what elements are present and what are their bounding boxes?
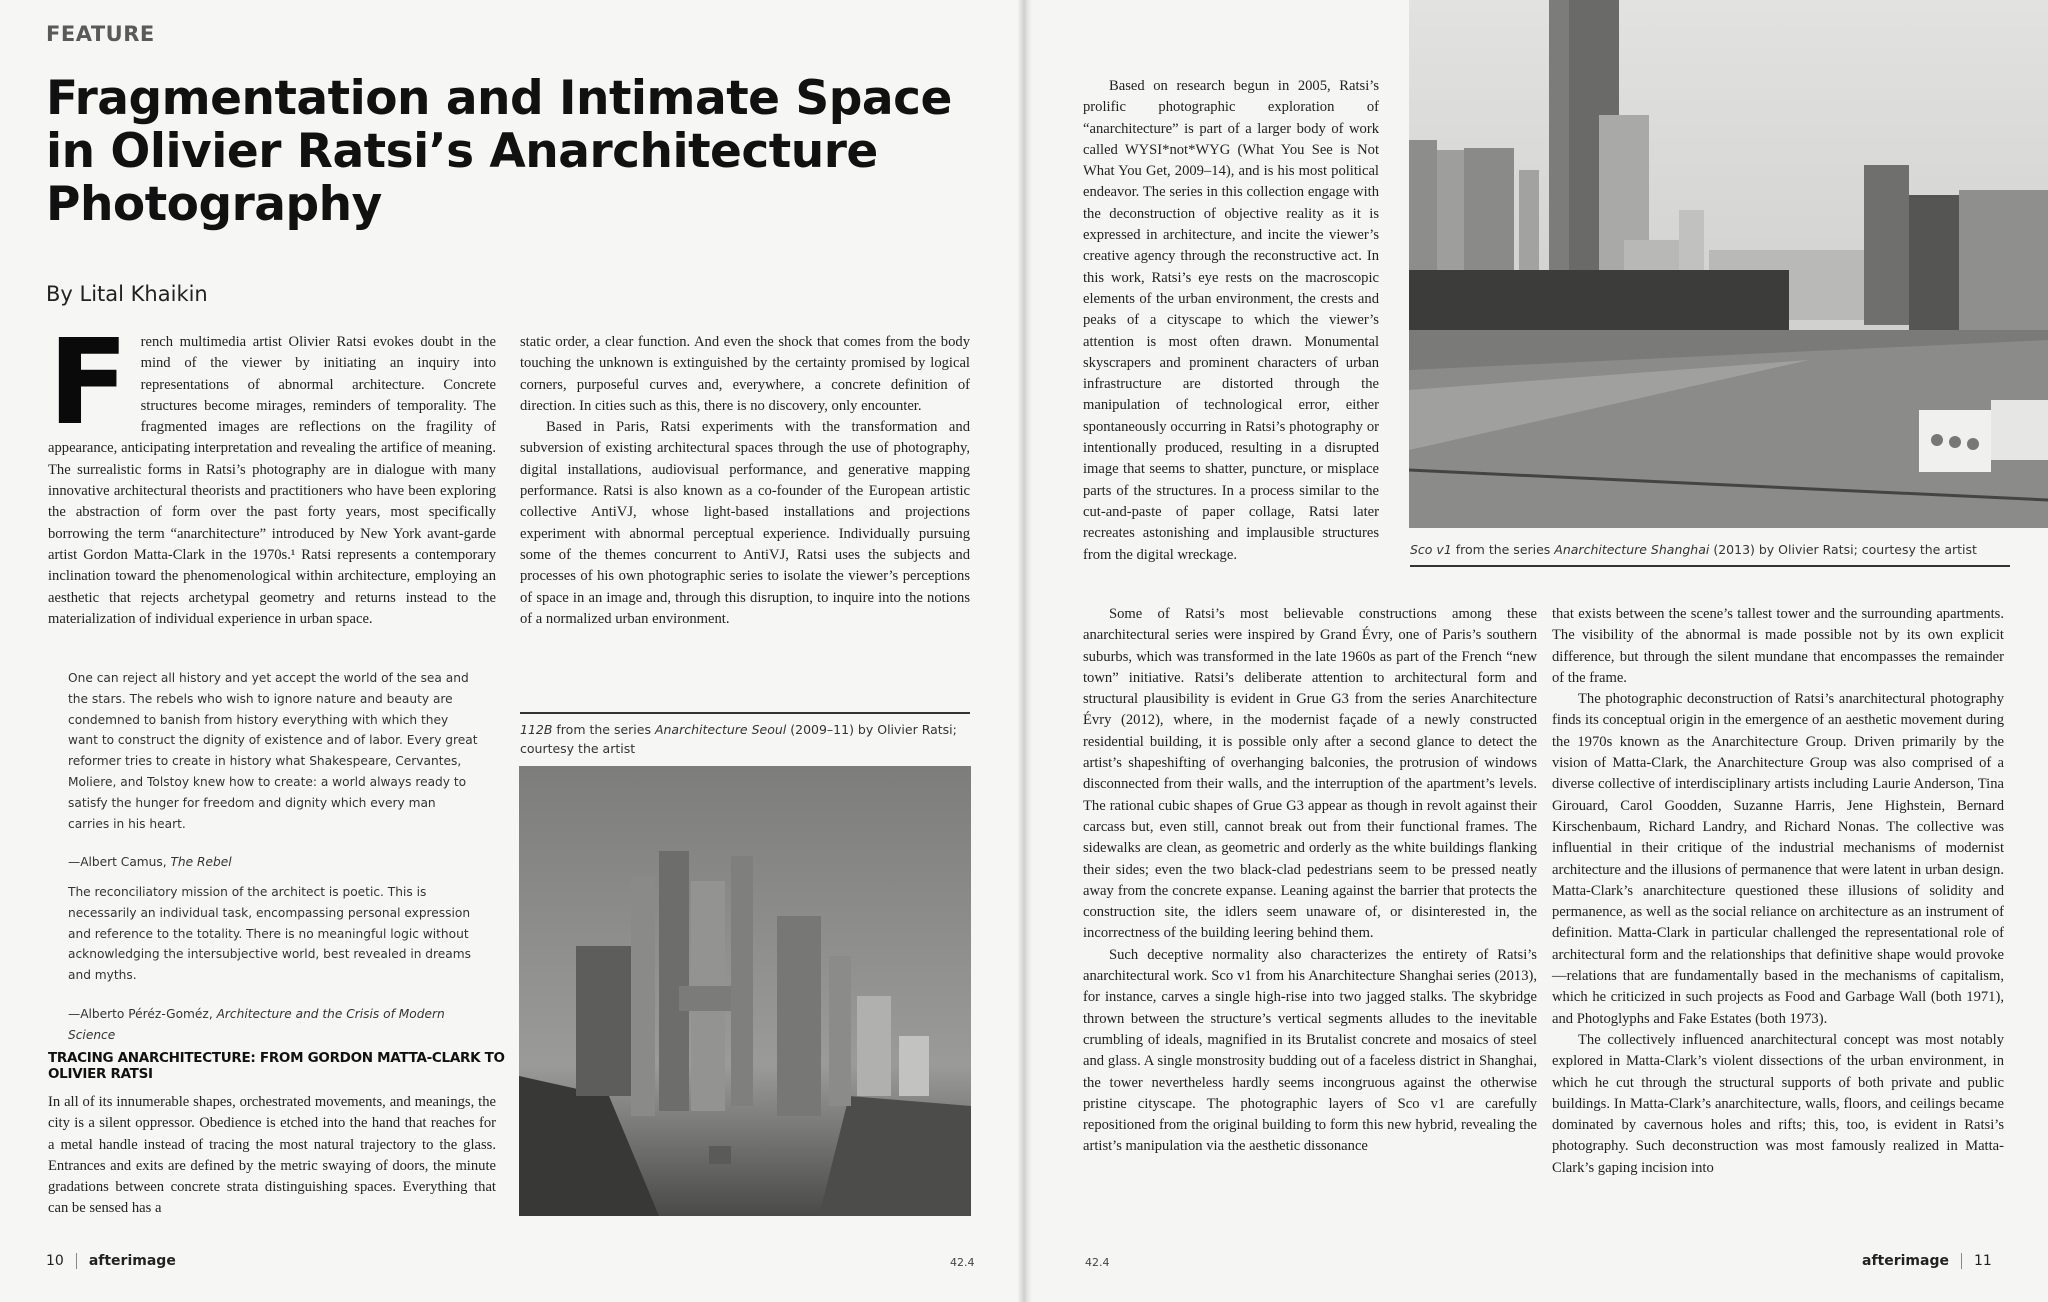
epigraph-attribution: —Albert Camus, The Rebel <box>68 855 232 870</box>
section-column <box>48 1092 496 1220</box>
photo-112b-seoul <box>519 766 971 1216</box>
photo-image <box>519 766 971 1216</box>
paragraph: Some of Ratsi’s most believable constructions among these anarchitectural series were inspired by Grand Évry, one of Paris’s southern suburbs, which was transformed in the late 1960s as part of the French “new town” initiative. Ratsi’s deliberate attention to architectural form and structural plausibility is evident in Grue G3 from the series Anarchitecture Évry (2012), where, in the modernist façade of a newly constructed residential building, it is possible only after a second glance to detect the artist’s shapeshifting of overhanging balconies, the protrusion of windows disconnected from their walls, and the interruption of the apartment’s levels. The rational cubic shapes of Grue G3 appear as though in revolt against their carcass but, even still, cannot break out from their functional frames. The sidewalks are clean, as geometric and orderly as the white buildings flanking their sides; even the two black-clad pedestrians seem to be pressed neatly away from the concrete expanse. Leaning against the barrier that protects the construction site, the idlers seem unaware of, or disinterested in, the incorrectness of the building leering behind them. <box>1083 606 1537 942</box>
article-title: Fragmentation and Intimate Space in Olivier Ratsi’s Anarchitecture Photography <box>46 71 952 232</box>
epigraph-perez-gomez <box>68 882 478 1046</box>
epigraph-camus <box>68 668 478 873</box>
column-three <box>1083 76 1379 566</box>
folio-separator <box>76 1253 77 1269</box>
epigraph-text: The reconciliatory mission of the architect is poetic. This is necessarily an individual task, encompassing personal expression and reference to the totality. There is no meaningful logic without acknowledging the intersubjective world, best revealed in dreams and myths. <box>68 885 471 983</box>
paragraph: The photographic deconstruction of Ratsi’s anarchitectural photography finds its conceptual origin in the emergence of an aesthetic movement during the 1970s known as the Anarchitecture Group. Driven primarily by the vision of Matta-Clark, the Anarchitecture Group was also comprised of a diverse collective of interdisciplinary artists including Laurie Anderson, Tina Girouard, Carol Goodden, Suzanne Harris, Jene Highstein, Bernard Kirschenbaum, Richard Landry, and Richard Nonas. The collective was influential in their critique of the industrial mechanisms of modernist architecture and the illusions of permanence that were latent in urban design. Matta-Clark’s anarchitecture questioned these illusions of solidity and permanence, as well as the social reliance on architecture as an instrument of definition. Matta-Clark in particular challenged the representational role of architectural form and the relationships that definitive shape would provoke—relations that are fundamentally based in the mechanisms of capitalism, which he criticized in such projects as Food and Garbage Wall (both 1971), and Photoglyphs and Fake Estates (both 1973). <box>1552 691 2004 1027</box>
paragraph: that exists between the scene’s tallest tower and the surrounding apartments. The visibility of the abnormal is made possible not by its own explicit difference, but through the silent mundane that encompasses the remainder of the frame. <box>1552 606 2004 686</box>
intro-paragraph: rench multimedia artist Olivier Ratsi evokes doubt in the mind of the viewer by initiating an inquiry into representations of abnormal architecture. Concrete structures become mirages, reminders of temporality. The fragmented images are reflections on the fragility of appearance, anticipating interpretation and revealing the artifice of meaning. The surrealistic forms in Ratsi’s photography are in dialogue with many innovative architectural theorists and practitioners who have been exploring the abstraction of form over the past forty years, most specifically borrowing the term “anarchitecture” introduced by New York avant-garde artist Gordon Matta-Clark in the 1970s.¹ Ratsi represents a contemporary inclination toward the phenomenological within architecture, employing an aesthetic that rejects archetypal geometry and returns instead to the materialization of individual experience in urban space. <box>48 334 496 627</box>
paragraph: Based in Paris, Ratsi experiments with the transformation and subversion of existing architectural spaces through the use of photography, digital installations, audiovisual performance, and generative mapping performance. Ratsi is also known as a co-founder of the European artistic collective AntiVJ, whose light-based installations and projections experiment with abnormal perceptual experience. Individually pursuing some of the themes concurrent to AntiVJ, Ratsi uses the subjects and processes of his own photographic series to isolate the viewer’s perceptions of space in an image and, through this disruption, to inquire into the notions of a normalized urban environment. <box>520 419 970 627</box>
column-four <box>1552 604 2004 1179</box>
paragraph: static order, a clear function. And even the shock that comes from the body touching the unknown is extinguished by the certainty promised by logical corners, purposeful curves and, everywhere, a concrete definition of direction. In cities such as this, there is no discovery, only encounter. <box>520 334 970 414</box>
paragraph: Based on research begun in 2005, Ratsi’s prolific photographic exploration of “anarchitecture” is part of a larger body of work called WYSI*not*WYG (What You See is Not What You Get, 2009–14), and is his most political endeavor. The series in this collection engage with the deconstruction of objective reality as it is expressed in architecture, and incite the viewer’s creative agency through the reconstructive act. In this work, Ratsi’s eye rests on the macroscopic elements of the urban environment, the crests and peaks of a cityscape to which the viewer’s attention is most often drawn. Monumental skyscrapers and prominent characters of urban infrastructure are distorted through the manipulation of technological error, either spontaneously occurring in Ratsi’s photography or intentionally produced, resulting in a disrupted image that seems to shatter, puncture, or misplace parts of the structures. In a process similar to the cut-and-paste of paper collage, Ratsi later recreates astonishing and implausible structures from the digital wreckage. <box>1083 78 1379 563</box>
figure-caption-shanghai: Sco v1 from the series Anarchitecture Shanghai (2013) by Olivier Ratsi; courtesy the artist <box>1410 542 1977 557</box>
epigraph-attribution: —Alberto Péréz-Goméz, Architecture and the Crisis of Modern Science <box>68 1006 445 1042</box>
byline: By Lital Khaikin <box>46 282 208 306</box>
caption-rule <box>520 712 970 714</box>
photo-sco-v1-shanghai <box>1409 0 2048 528</box>
section-kicker: FEATURE <box>46 22 155 46</box>
paragraph: The collectively influenced anarchitectural concept was most notably explored in Matta-Clark’s violent dissections of the urban environment, in which he cut through the structural supports of both private and public buildings. In Matta-Clark’s anarchitecture, walls, floors, and ceilings became dominated by cavernous holes and rifts; this, too, is evident in Ratsi’s photography. Such deconstruction was most famously realized in Matta-Clark’s gaping incision into <box>1552 1031 2004 1176</box>
spine-gutter <box>1018 0 1032 1302</box>
column-three-lower <box>1083 604 1537 1158</box>
caption-rule <box>1410 565 2010 567</box>
column-two <box>520 332 970 630</box>
folio-left: 10 afterimage <box>46 1253 176 1269</box>
section-heading: TRACING ANARCHITECTURE: FROM GORDON MATTA-CLARK TO OLIVIER RATSI <box>48 1050 505 1082</box>
figure-caption-seoul: 112B from the series Anarchitecture Seoul (2009–11) by Olivier Ratsi; courtesy the artist <box>520 722 957 756</box>
photo-image <box>1409 0 2048 528</box>
drop-cap: F <box>48 313 129 451</box>
paragraph: Such deceptive normality also characterizes the entirety of Ratsi’s anarchitectural work. Sco v1 from his Anarchitecture Shanghai series (2013), for instance, carves a single high-rise into two jagged stalks. The skybridge thrown between the structure’s vertical segments alludes to the inevitable crumbling of ideals, magnified in its Brutalist concrete and mosaics of steel and glass. A single monstrosity budding out of a faceless district in Shanghai, the tower nevertheless hardly seems incongruous against the otherwise pristine cityscape. The photographic layers of Sco v1 are carefully repositioned from the original building to form this new hybrid, revealing the artist’s manipulation via the aesthetic dissonance <box>1083 946 1537 1155</box>
issue-number-right: 42.4 <box>1085 1256 1110 1269</box>
section-paragraph: In all of its innumerable shapes, orchestrated movements, and meanings, the city is a silent oppressor. Obedience is etched into the hand that reaches for a metal handle instead of tracing the most natural trajectory to the glass. Entrances and exits are defined by the metric swaying of doors, the minute gradations between concrete strata distinguishing spaces. Everything that can be sensed has a <box>48 1094 496 1217</box>
epigraph-text: One can reject all history and yet accept the world of the sea and the stars. The rebels who wish to ignore nature and beauty are condemned to banish from history everything with which they want to construct the dignity of existence and of labor. Every great reformer tries to create in history what Shakespeare, Cervantes, Moliere, and Tolstoy knew how to create: a world always ready to satisfy the hunger for freedom and dignity which every man carries in his heart. <box>68 671 478 831</box>
folio-right: afterimage 11 <box>1862 1253 1992 1269</box>
intro-column <box>48 313 496 630</box>
issue-number-left: 42.4 <box>950 1256 975 1269</box>
folio-separator <box>1961 1253 1962 1269</box>
